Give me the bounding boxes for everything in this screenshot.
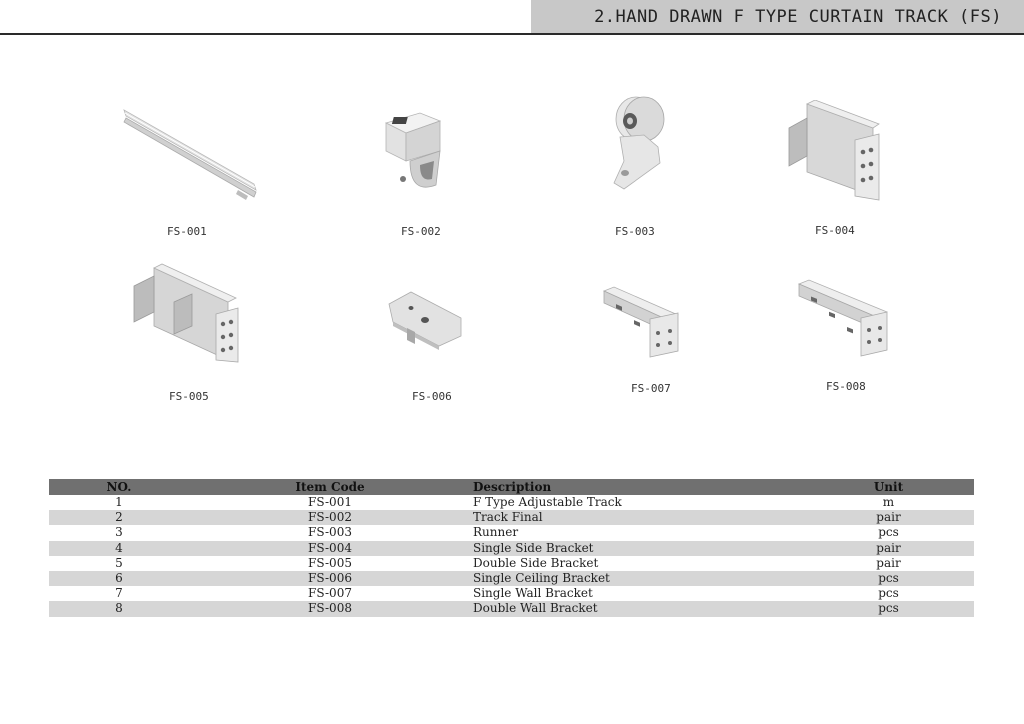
double-wall-bracket-icon (795, 278, 895, 363)
cell-item-code: FS-003 (308, 525, 352, 540)
track-rail-icon (120, 100, 260, 210)
product-fs-006 (385, 288, 470, 408)
product-fs-004 (785, 100, 885, 240)
cell-description: Single Side Bracket (473, 540, 594, 555)
product-code: FS-007 (631, 382, 671, 395)
table-row (49, 510, 974, 525)
col-header-no: NO. (106, 480, 132, 494)
col-header-item-code: Item Code (295, 480, 365, 494)
cell-no: 3 (115, 525, 123, 540)
cell-item-code: FS-006 (308, 570, 352, 585)
cell-no: 6 (115, 570, 123, 585)
cell-no: 8 (115, 601, 123, 616)
table-row (49, 495, 974, 510)
product-fs-002 (380, 105, 470, 240)
cell-unit: pcs (878, 525, 899, 540)
runner-wheel-icon (600, 93, 680, 203)
cell-no: 1 (115, 495, 123, 509)
product-fs-005 (128, 262, 243, 407)
cell-description: Track Final (473, 510, 543, 525)
cell-unit: pair (876, 555, 901, 570)
cell-item-code: FS-008 (308, 601, 352, 616)
cell-item-code: FS-001 (308, 495, 352, 509)
cell-unit: m (882, 495, 895, 509)
cell-unit: pcs (878, 586, 899, 601)
product-code: FS-005 (169, 390, 209, 403)
table-row (49, 541, 974, 556)
table-row (49, 571, 974, 586)
product-code: FS-002 (401, 225, 441, 238)
product-code: FS-001 (167, 225, 207, 238)
table-row (49, 556, 974, 571)
cell-item-code: FS-005 (308, 555, 352, 570)
cell-unit: pair (876, 510, 901, 525)
product-code: FS-006 (412, 390, 452, 403)
table-row (49, 525, 974, 540)
product-fs-001 (120, 100, 260, 240)
ceiling-bracket-icon (385, 288, 470, 358)
header-divider (0, 33, 1024, 35)
cell-description: Runner (473, 525, 519, 540)
product-code: FS-003 (615, 225, 655, 238)
cell-unit: pcs (878, 601, 899, 616)
cell-item-code: FS-004 (308, 540, 352, 555)
track-final-icon (380, 105, 470, 205)
cell-description: Double Side Bracket (473, 555, 599, 570)
header-band (531, 0, 1024, 34)
double-side-bracket-icon (128, 262, 243, 367)
product-fs-003 (600, 93, 680, 238)
cell-no: 2 (115, 510, 123, 525)
table-header-row (49, 479, 974, 495)
col-header-description: Description (473, 480, 552, 494)
cell-description: Single Ceiling Bracket (473, 570, 610, 585)
item-table (49, 479, 974, 617)
single-wall-bracket-icon (600, 285, 685, 365)
product-code: FS-008 (826, 380, 866, 393)
cell-no: 5 (115, 555, 123, 570)
cell-description: F Type Adjustable Track (473, 495, 622, 509)
table-row (49, 586, 974, 601)
product-code: FS-004 (815, 224, 855, 237)
cell-item-code: FS-002 (308, 510, 352, 525)
cell-unit: pcs (878, 570, 899, 585)
page-title: 2.HAND DRAWN F TYPE CURTAIN TRACK (FS) (594, 7, 1002, 27)
cell-description: Double Wall Bracket (473, 601, 598, 616)
product-fs-008 (795, 278, 895, 398)
single-side-bracket-icon (785, 100, 885, 205)
cell-description: Single Wall Bracket (473, 586, 593, 601)
col-header-unit: Unit (873, 480, 904, 494)
table-row (49, 601, 974, 616)
product-fs-007 (600, 285, 685, 400)
cell-unit: pair (876, 540, 901, 555)
cell-item-code: FS-007 (308, 586, 352, 601)
cell-no: 7 (115, 586, 123, 601)
cell-no: 4 (115, 540, 123, 555)
